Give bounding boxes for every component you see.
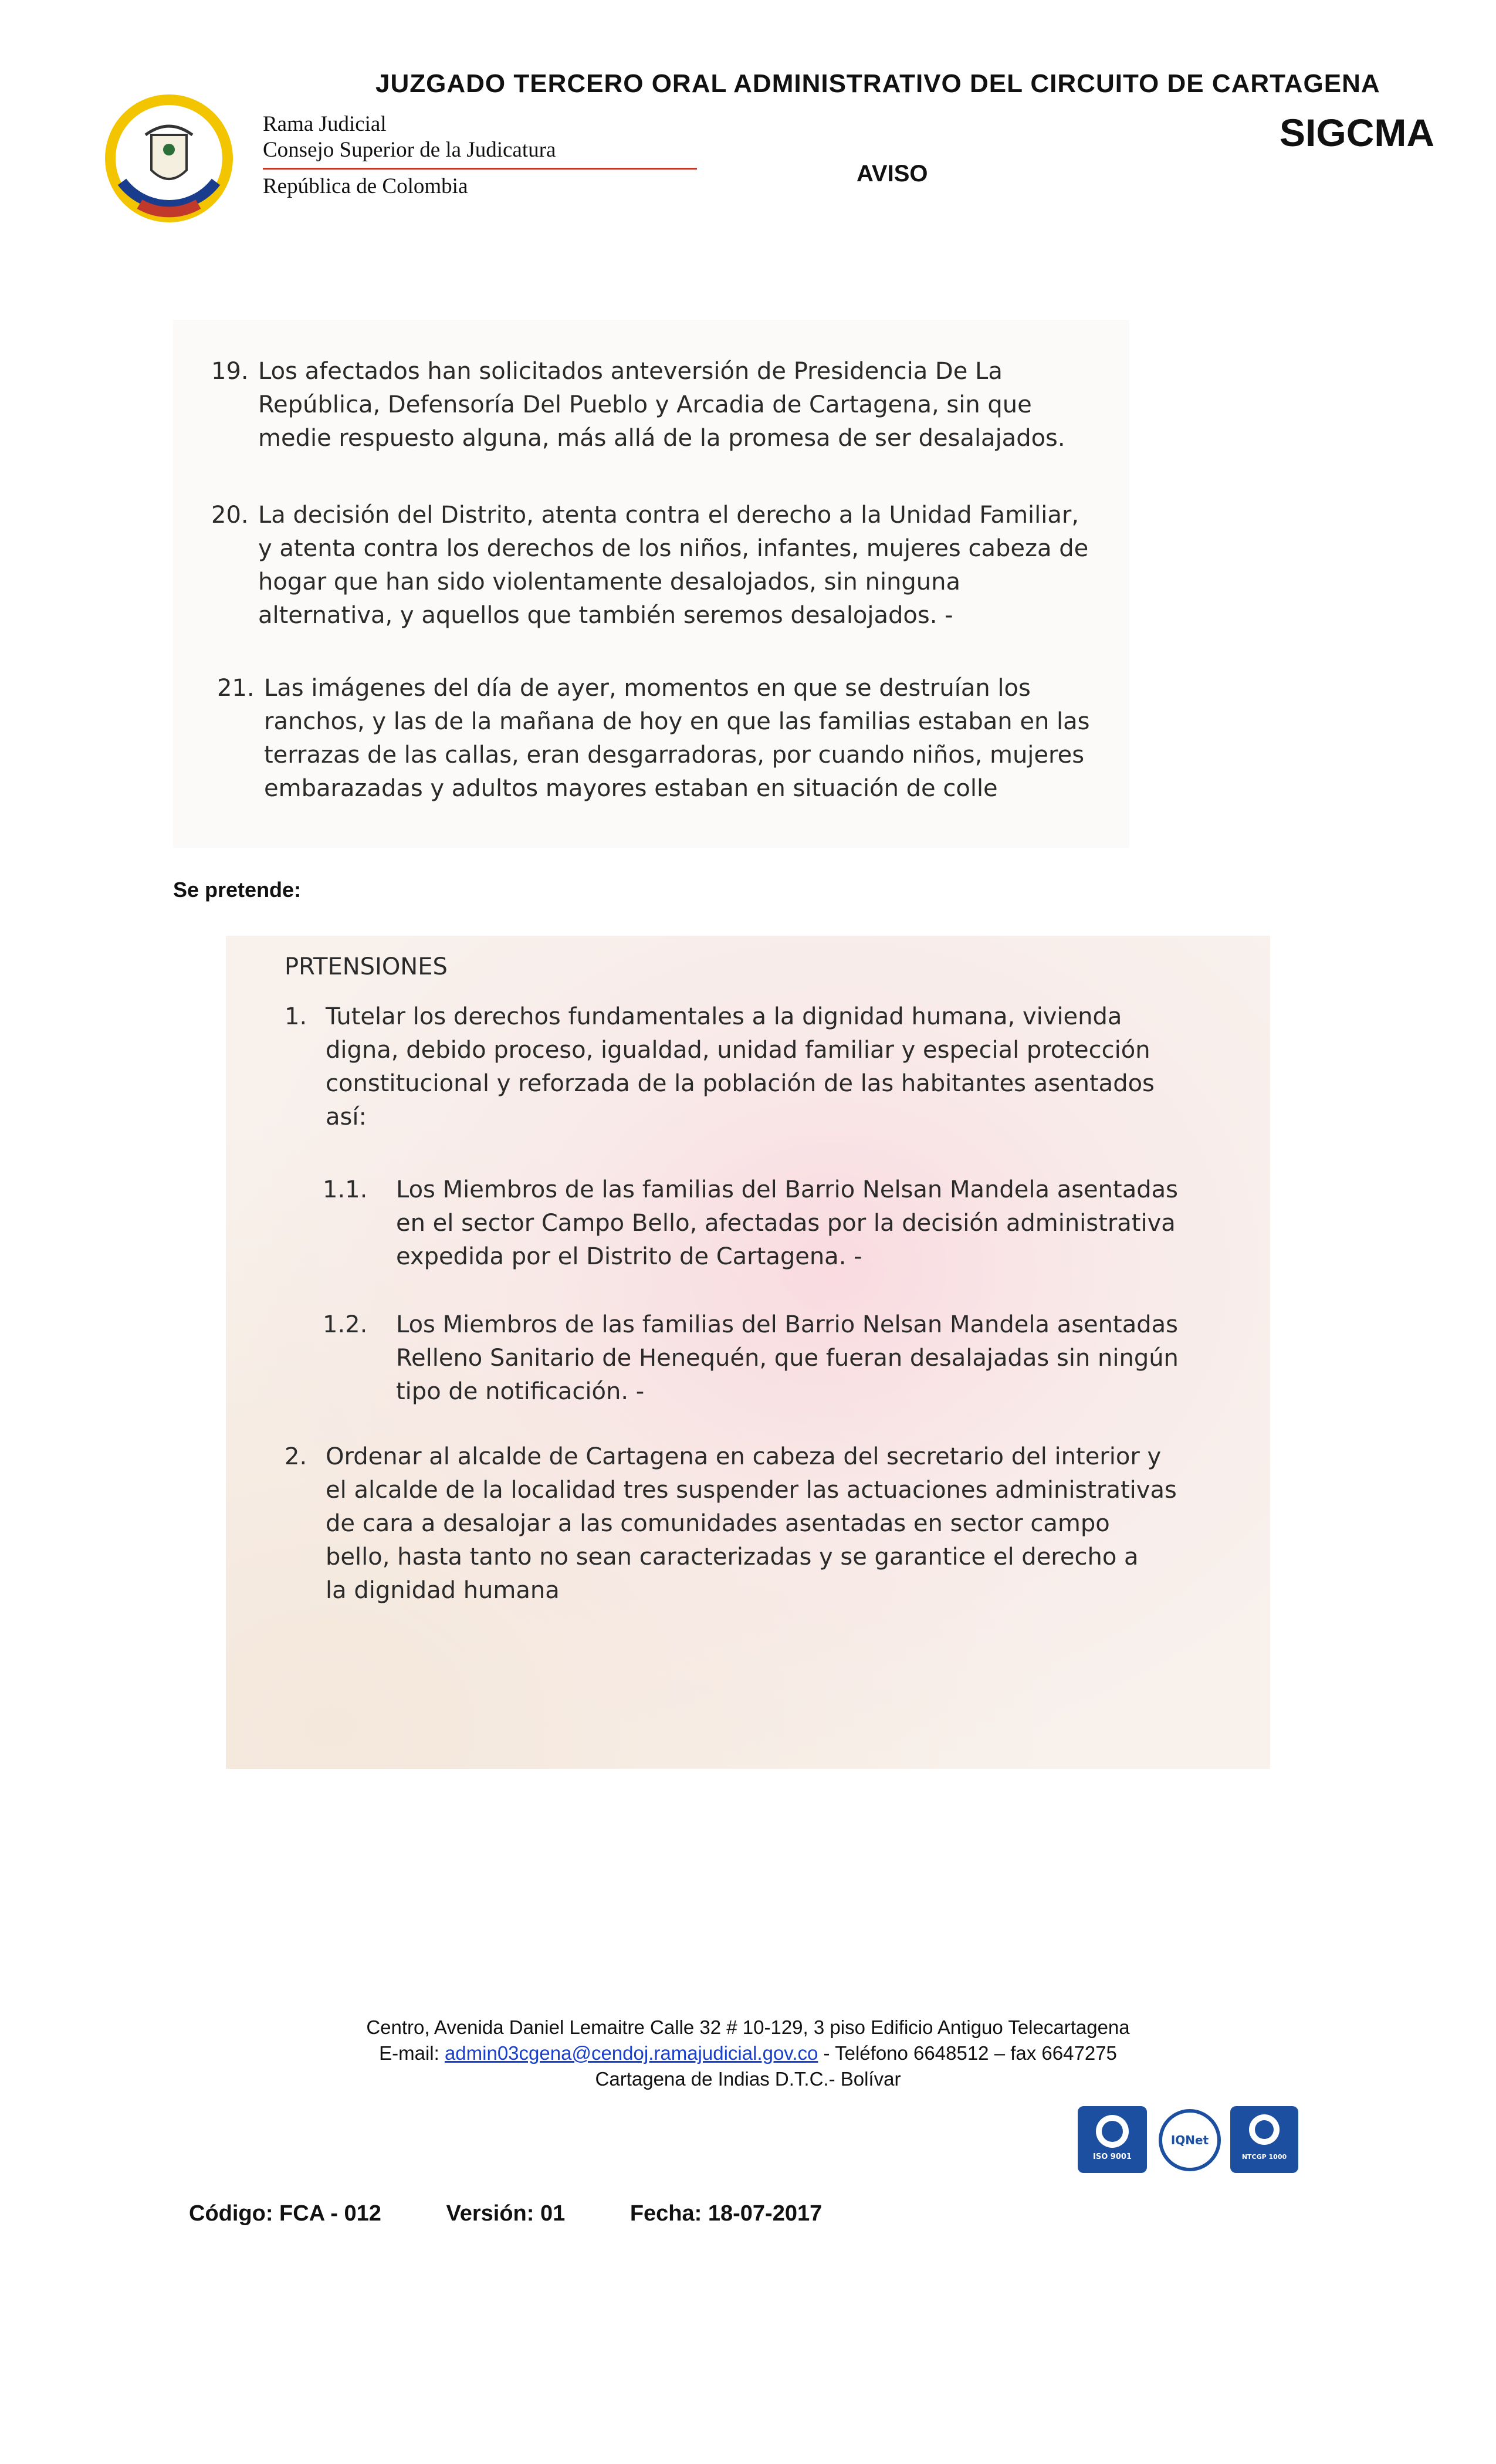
- email-link[interactable]: admin03cgena@cendoj.ramajudicial.gov.co: [444, 2042, 818, 2064]
- court-title: JUZGADO TERCERO ORAL ADMINISTRATIVO DEL CIRCUITO DE CARTAGENA: [375, 69, 1380, 98]
- org-name-block: [263, 111, 556, 163]
- text-line: Los Miembros de las familias del Barrio Nelsan Mandela asentadas: [396, 1311, 1178, 1338]
- text-line: República, Defensoría Del Pueblo y Arcadia de Cartagena, sin que: [258, 391, 1032, 418]
- text-line: Tutelar los derechos fundamentales a la dignidad humana, vivienda: [326, 1003, 1122, 1030]
- document-type: AVISO: [857, 161, 928, 187]
- text-line: hogar que han sido violentamente desalojados, sin ninguna: [258, 568, 961, 595]
- text-line: Relleno Sanitario de Henequén, que fueran desalajadas sin ningún: [396, 1345, 1179, 1372]
- form-date: Fecha: 18-07-2017: [629, 2201, 823, 2226]
- text-line: Las imágenes del día de ayer, momentos en que se destruían los: [264, 675, 1031, 702]
- email-label: E-mail:: [379, 2042, 445, 2064]
- text-line: La decisión del Distrito, atenta contra el derecho a la Unidad Familiar,: [258, 502, 1079, 529]
- text-line: de cara a desalojar a las comunidades asentadas en sector campo: [326, 1510, 1110, 1537]
- scanned-facts-image: [173, 320, 1129, 848]
- scanned-pretensiones-image: [226, 936, 1270, 1769]
- item-number: 20.: [211, 502, 249, 529]
- org-line-1: Rama Judicial: [263, 112, 387, 136]
- rama-judicial-logo: [104, 94, 609, 223]
- text-line: terrazas de las callas, eran desgarradoras, por cuando niños, mujeres: [264, 742, 1085, 769]
- text-line: ranchos, y las de la mañana de hoy en que las familias estaban en las: [264, 708, 1090, 735]
- text-line: y atenta contra los derechos de los niños, infantes, mujeres cabeza de: [258, 535, 1089, 562]
- item-number: 21.: [217, 675, 255, 702]
- pretensiones-heading: PRTENSIONES: [285, 953, 448, 980]
- pretende-label: Se pretende:: [173, 878, 302, 902]
- seal-icon: [104, 94, 233, 223]
- text-line: Los afectados han solicitados anteversión de Presidencia De La: [258, 358, 1003, 385]
- text-line: Los Miembros de las familias del Barrio Nelsan Mandela asentadas: [396, 1176, 1178, 1203]
- divider: [263, 168, 697, 170]
- org-line-2: Consejo Superior de la Judicatura: [263, 138, 556, 162]
- phone-text: - Teléfono 6648512 – fax 6647275: [818, 2042, 1117, 2064]
- text-line: la dignidad humana: [326, 1577, 560, 1604]
- text-line: medie respuesto alguna, más allá de la promesa de ser desalajados.: [258, 425, 1065, 452]
- text-line: embarazadas y adultos mayores estaban en situación de colle: [264, 775, 998, 802]
- text-line: así:: [326, 1104, 367, 1131]
- item-number: 1.1.: [323, 1176, 368, 1203]
- org-line-3: República de Colombia: [263, 174, 468, 198]
- footer-city: Cartagena de Indias D.T.C.- Bolívar: [595, 2068, 901, 2090]
- footer-address: Centro, Avenida Daniel Lemaitre Calle 32 # 10-129, 3 piso Edificio Antiguo Telecartagena: [366, 2016, 1130, 2038]
- text-line: bello, hasta tanto no sean caracterizadas y se garantice el derecho a: [326, 1544, 1139, 1571]
- document-code-line: [189, 2201, 881, 2226]
- cert-badges-icon: [1077, 2105, 1299, 2174]
- footer-contact: [0, 2040, 1496, 2066]
- form-version: Versión: 01: [446, 2201, 566, 2226]
- cert-1-label: ISO 9001: [1093, 2152, 1132, 2161]
- item-number: 1.: [285, 1003, 307, 1030]
- text-line: tipo de notificación. -: [396, 1378, 645, 1405]
- text-line: expedida por el Distrito de Cartagena. -: [396, 1243, 862, 1270]
- item-number: 2.: [285, 1443, 307, 1470]
- item-number: 19.: [211, 358, 249, 385]
- cert-2-label: IQNet: [1170, 2133, 1209, 2147]
- certification-logos: [1077, 2105, 1299, 2174]
- cert-3-label: NTCGP 1000: [1241, 2153, 1287, 2161]
- text-line: en el sector Campo Bello, afectadas por la decisión administrativa: [396, 1210, 1176, 1237]
- system-name: SIGCMA: [1280, 111, 1434, 154]
- text-line: digna, debido proceso, igualdad, unidad familiar y especial protección: [326, 1037, 1150, 1064]
- text-line: alternativa, y aquellos que también seremos desalojados. -: [258, 602, 953, 629]
- item-number: 1.2.: [323, 1311, 368, 1338]
- form-code: Código: FCA - 012: [189, 2201, 381, 2226]
- text-line: constitucional y reforzada de la población de las habitantes asentados: [326, 1070, 1155, 1097]
- text-line: el alcalde de la localidad tres suspender las actuaciones administrativas: [326, 1477, 1177, 1504]
- text-line: Ordenar al alcalde de Cartagena en cabeza del secretario del interior y: [326, 1443, 1162, 1470]
